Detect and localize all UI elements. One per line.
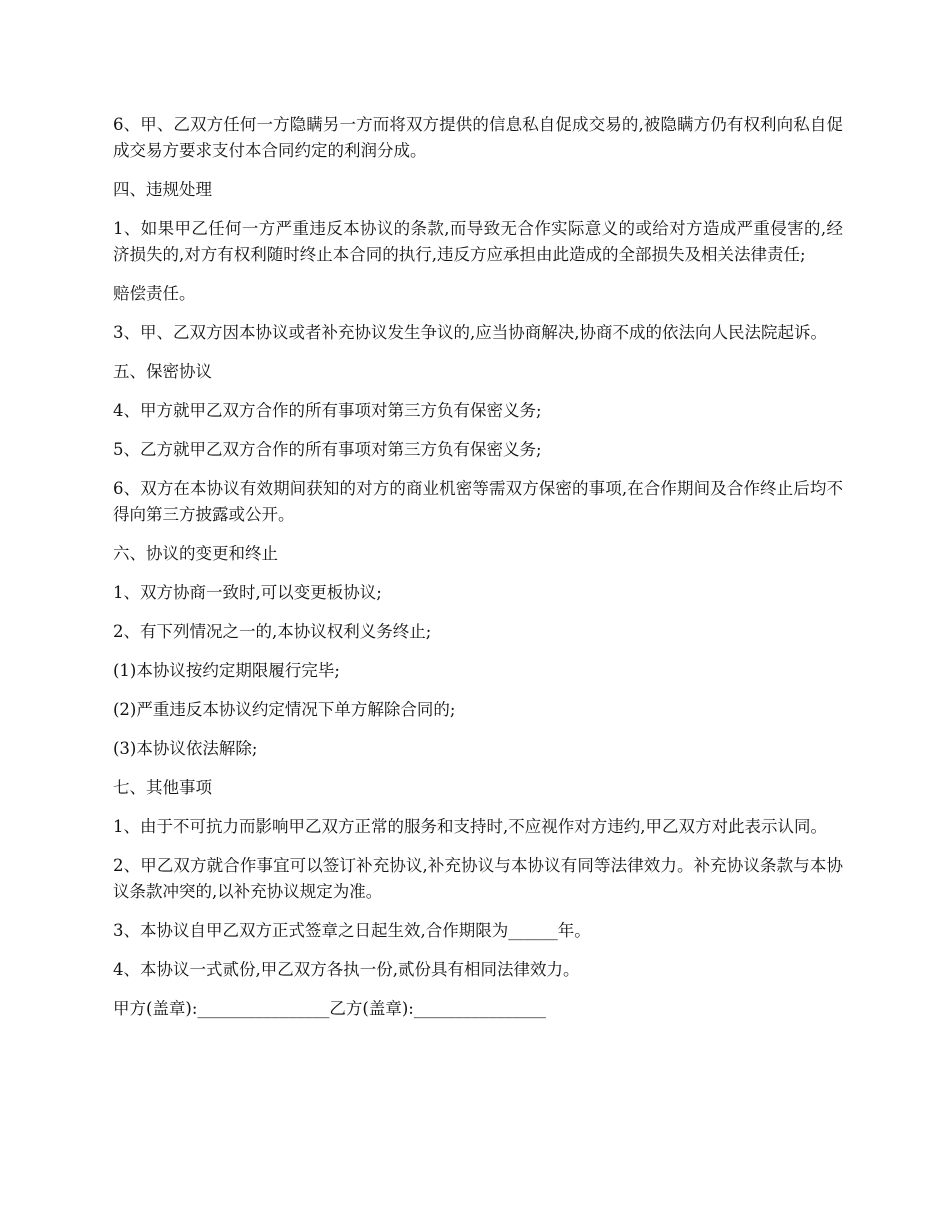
section-heading-7: 七、其他事项 — [113, 778, 212, 797]
clause-4-3: 3、甲、乙双方因本协议或者补充协议发生争议的,应当协商解决,协商不成的依法向人民法院起诉。 — [113, 323, 827, 342]
clause-6-2-item-3: (3)本协议依法解除; — [113, 739, 258, 758]
section-heading-5: 五、保密协议 — [113, 362, 212, 381]
document-body — [113, 112, 843, 1022]
clause-6-2: 2、有下列情况之一的,本协议权利义务终止; — [113, 622, 432, 641]
clause-3-6: 6、甲、乙双方任何一方隐瞒另一方而将双方提供的信息私自促成交易的,被隐瞒方仍有权利向私自促成交易方要求支付本合同约定的利润分成。 — [113, 115, 843, 160]
clause-7-4: 4、本协议一式贰份,甲乙双方各执一份,贰份具有相同法律效力。 — [113, 960, 580, 979]
clause-4-1: 1、如果甲乙任何一方严重违反本协议的条款,而导致无合作实际意义的或给对方造成严重侵害的,经济损失的,对方有权利随时终止本合同的执行,违反方应承担由此造成的全部损失及相关法律责任; — [113, 219, 843, 264]
clause-5-5: 5、乙方就甲乙双方合作的所有事项对第三方负有保密义务; — [113, 440, 542, 459]
clause-5-6: 6、双方在本协议有效期间获知的对方的商业机密等需双方保密的事项,在合作期间及合作终止后均不得向第三方披露或公开。 — [113, 479, 843, 524]
clause-7-3: 3、本协议自甲乙双方正式签章之日起生效,合作期限为______年。 — [113, 921, 591, 940]
section-heading-4: 四、违规处理 — [113, 180, 212, 199]
clause-6-2-item-2: (2)严重违反本协议约定情况下单方解除合同的; — [113, 700, 456, 719]
clause-4-fragment: 赔偿责任。 — [113, 284, 196, 303]
clause-5-4: 4、甲方就甲乙双方合作的所有事项对第三方负有保密义务; — [113, 401, 542, 420]
clause-7-1: 1、由于不可抗力而影响甲乙双方正常的服务和支持时,不应视作对方违约,甲乙双方对此表示认同。 — [113, 817, 827, 836]
clause-6-2-item-1: (1)本协议按约定期限履行完毕; — [113, 661, 340, 680]
clause-7-2: 2、甲乙双方就合作事宜可以签订补充协议,补充协议与本协议有同等法律效力。补充协议条款与本协议条款冲突的,以补充协议规定为准。 — [113, 856, 843, 901]
signature-line: 甲方(盖章):________________乙方(盖章):________________ — [113, 999, 546, 1018]
section-heading-6: 六、协议的变更和终止 — [113, 544, 278, 563]
clause-6-1: 1、双方协商一致时,可以变更板协议; — [113, 583, 382, 602]
